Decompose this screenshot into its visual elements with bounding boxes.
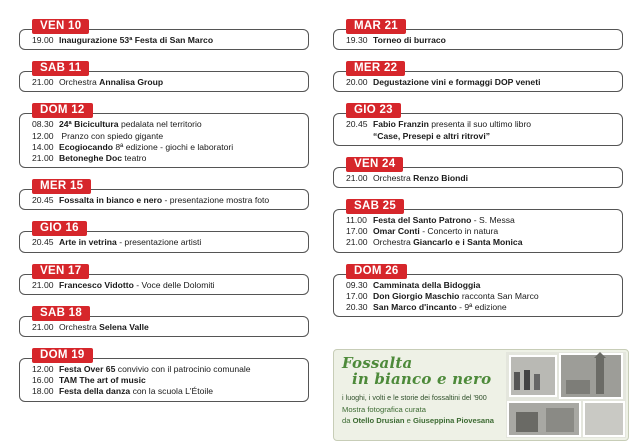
banner-curator-1: Otello Drusian xyxy=(352,416,405,425)
events-box xyxy=(333,274,623,318)
event-time: 11.00 xyxy=(346,215,367,226)
event-title: San Marco d'incanto xyxy=(373,302,457,313)
event-title: Ecogiocando xyxy=(59,141,113,152)
event-title: Betoneghe Doc xyxy=(59,153,123,164)
day-block xyxy=(333,100,623,145)
event-row xyxy=(346,119,614,130)
event-title: 24ª Bicicultura xyxy=(59,119,119,130)
day-label: GIO 16 xyxy=(32,221,87,236)
events-box xyxy=(19,358,309,402)
event-detail: 8ª edizione - giochi e laboratori xyxy=(115,141,234,152)
day-block xyxy=(19,303,309,337)
event-prefix: Orchestra xyxy=(59,321,97,332)
event-row xyxy=(32,280,300,291)
event-row xyxy=(346,291,614,302)
event-title: Selena Valle xyxy=(99,321,149,332)
event-title: Francesco Vidotto xyxy=(59,279,134,290)
event-title: Degustazione vini e formaggi DOP veneti xyxy=(373,77,541,88)
day-label: MER 22 xyxy=(346,61,405,76)
event-row xyxy=(32,142,300,153)
event-time: 21.00 xyxy=(346,237,368,248)
event-time: 21.00 xyxy=(32,77,54,88)
event-title: Renzo Biondi xyxy=(413,172,469,183)
event-row xyxy=(346,302,614,313)
event-time: 17.00 xyxy=(346,226,368,237)
event-row xyxy=(32,364,300,375)
event-row xyxy=(32,375,300,386)
banner-curators xyxy=(342,416,494,425)
event-title: TAM The art of music xyxy=(59,375,146,386)
event-time: 12.00 xyxy=(32,130,54,141)
events-box xyxy=(19,113,309,168)
event-time: 20.45 xyxy=(346,119,368,130)
event-detail: racconta San Marco xyxy=(461,290,539,301)
day-block xyxy=(333,16,623,50)
events-box xyxy=(333,113,623,145)
vintage-photos-collage xyxy=(506,352,626,438)
event-row xyxy=(32,237,300,248)
event-detail: - Voce delle Dolomiti xyxy=(136,279,215,290)
event-row xyxy=(346,77,614,88)
event-row xyxy=(346,226,614,237)
event-detail: convivio con il patrocinio comunale xyxy=(117,364,251,375)
day-label: MER 15 xyxy=(32,179,91,194)
event-row xyxy=(32,322,300,333)
banner-exhibit-line: Mostra fotografica curata xyxy=(342,405,426,414)
banner-title-line1: Fossalta xyxy=(342,354,413,372)
event-title: Don Giorgio Maschio xyxy=(373,290,460,301)
event-time: 16.00 xyxy=(32,375,54,386)
day-block xyxy=(19,100,309,168)
event-row xyxy=(32,153,300,164)
day-block xyxy=(333,154,623,188)
day-label: DOM 19 xyxy=(32,348,93,363)
banner-curators-prefix: da xyxy=(342,416,351,425)
event-title: Fabio Franzin xyxy=(373,119,429,130)
event-time: 21.00 xyxy=(32,153,54,164)
event-detail: teatro xyxy=(124,153,147,164)
event-title: Inaugurazione 53ª Festa di San Marco xyxy=(59,35,214,45)
event-detail: - 9ª edizione xyxy=(459,302,507,313)
event-row xyxy=(32,77,300,88)
event-detail: - Concerto in natura xyxy=(422,226,499,237)
event-title: Festa Over 65 xyxy=(59,364,116,375)
event-time: 21.00 xyxy=(32,279,54,290)
event-detail: Pranzo con spiedo gigante xyxy=(61,130,164,141)
event-detail: con la scuola L'Étoile xyxy=(132,386,214,397)
events-box xyxy=(333,209,623,253)
event-time: 20.30 xyxy=(346,302,368,313)
banner-subtitle: i luoghi, i volti e le storie dei fossaltini del '900 xyxy=(342,393,487,402)
event-title: Omar Conti xyxy=(373,226,420,237)
event-row xyxy=(346,35,614,46)
event-row xyxy=(346,237,614,248)
event-time: 19.30 xyxy=(346,35,368,45)
exhibition-banner xyxy=(333,349,629,441)
day-label: DOM 12 xyxy=(32,103,93,118)
right-column xyxy=(333,16,623,325)
banner-curator-2: Giuseppina Piovesana xyxy=(412,416,494,425)
event-detail: - presentazione artisti xyxy=(119,237,202,248)
event-row xyxy=(32,35,300,46)
event-row xyxy=(32,386,300,397)
event-time: 08.30 xyxy=(32,119,54,130)
day-label: SAB 18 xyxy=(32,306,90,321)
event-row xyxy=(32,195,300,206)
event-time: 21.00 xyxy=(346,172,368,183)
event-detail: pedalata nel territorio xyxy=(120,119,202,130)
event-detail: - S. Messa xyxy=(473,215,515,226)
event-time: 17.00 xyxy=(346,290,368,301)
event-prefix: Orchestra xyxy=(373,172,411,183)
day-block xyxy=(19,176,309,210)
day-block xyxy=(333,261,623,318)
day-label: VEN 24 xyxy=(346,157,403,172)
event-title: Arte in vetrina xyxy=(59,237,117,248)
day-label: GIO 23 xyxy=(346,103,401,118)
left-column xyxy=(19,16,309,410)
event-row xyxy=(346,280,614,291)
event-title: Annalisa Group xyxy=(99,77,164,88)
event-title: Festa della danza xyxy=(59,386,131,397)
event-row xyxy=(346,215,614,226)
day-block xyxy=(19,16,309,50)
event-time: 20.45 xyxy=(32,237,54,248)
event-title: Giancarlo e i Santa Monica xyxy=(413,237,523,248)
day-label: SAB 25 xyxy=(346,199,404,214)
event-time: 18.00 xyxy=(32,386,54,397)
banner-title-line2: in bianco e nero xyxy=(352,370,492,388)
event-row xyxy=(32,131,300,142)
event-extra: “Case, Presepi e altri ritrovi” xyxy=(373,130,491,141)
event-detail: presenta il suo ultimo libro xyxy=(431,119,532,130)
day-label: VEN 10 xyxy=(32,19,89,34)
event-time: 14.00 xyxy=(32,141,54,152)
event-title: Camminata della Bidoggia xyxy=(373,279,481,290)
event-row xyxy=(346,173,614,184)
day-label: SAB 11 xyxy=(32,61,89,76)
event-time: 09.30 xyxy=(346,279,368,290)
day-label: DOM 26 xyxy=(346,264,407,279)
event-time: 19.00 xyxy=(32,35,54,45)
event-time: 12.00 xyxy=(32,364,54,375)
day-block xyxy=(19,345,309,402)
day-block xyxy=(19,218,309,252)
event-detail: - presentazione mostra foto xyxy=(164,195,270,206)
event-time: 21.00 xyxy=(32,321,54,332)
day-block xyxy=(19,261,309,295)
day-label: MAR 21 xyxy=(346,19,406,34)
event-prefix: Orchestra xyxy=(59,77,97,88)
event-title: Festa del Santo Patrono xyxy=(373,215,472,226)
event-title: Torneo di burraco xyxy=(373,35,446,45)
day-block xyxy=(19,58,309,92)
event-row xyxy=(32,119,300,130)
event-time: 20.45 xyxy=(32,195,54,206)
event-time: 20.00 xyxy=(346,77,368,88)
day-block xyxy=(333,58,623,92)
event-prefix: Orchestra xyxy=(373,237,411,248)
event-title: Fossalta in bianco e nero xyxy=(59,195,163,206)
day-block xyxy=(333,196,623,253)
banner-curators-conj: e xyxy=(406,416,411,425)
day-label: VEN 17 xyxy=(32,264,89,279)
